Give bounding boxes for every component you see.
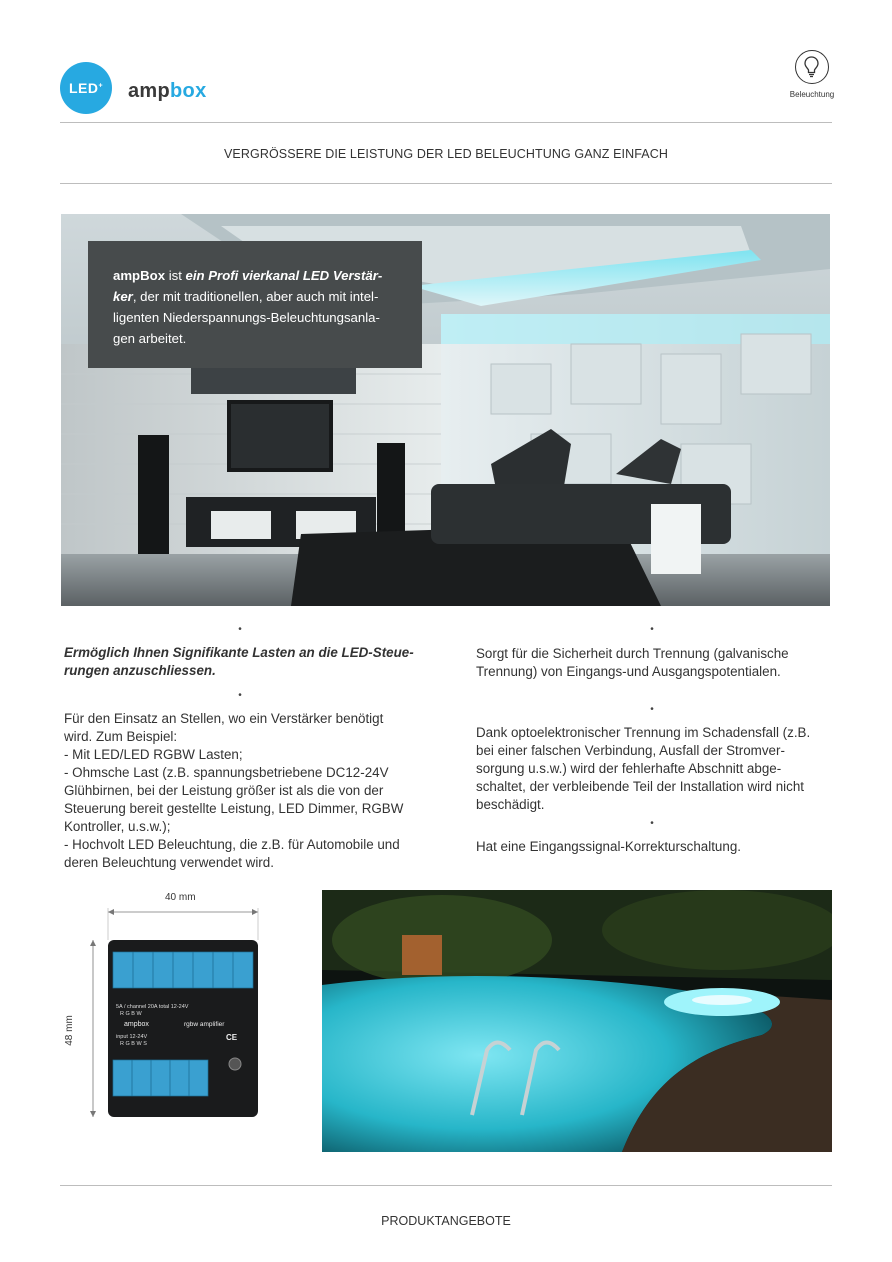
tagline-divider bbox=[60, 183, 832, 184]
pool-night-photo bbox=[322, 890, 832, 1152]
device-dimension-diagram bbox=[63, 892, 280, 1125]
led-plus-logo bbox=[60, 62, 112, 114]
lightbulb-icon bbox=[795, 50, 829, 84]
category-label: Beleuchtung bbox=[789, 90, 835, 99]
lead-paragraph: Ermöglich Ihnen Signifikante Lasten an die LED-Steue- rungen anzuschliessen. bbox=[64, 645, 414, 678]
width-dimension-label: 40 mm bbox=[165, 892, 196, 903]
ce-mark: CE bbox=[226, 1033, 238, 1042]
device-model-text: rgbw amplifier bbox=[184, 1021, 225, 1028]
usage-paragraph: Für den Einsatz an Stellen, wo ein Verstärker benötigt wird. Zum Beispiel: - Mit LED/LED RGBW Lasten; - Ohmsche Last (z.B. spannungsbetriebene DC12-24V Glühbirnen, bei der Leistung größer ist als die von der Steuerung bereit gestellte Leistung, LED Dimmer, RGBW Kontroller, u.s.w.); - Hochvolt LED Beleuchtung, die z.B. für Automobile und deren Beleuchtung verwendet wird. bbox=[64, 711, 404, 870]
footer-title: PRODUKTANGEBOTE bbox=[381, 1214, 511, 1228]
opto-isolation-paragraph: Dank optoelektronischer Trennung im Schadensfall (z.B. bei einer falschen Verbindung, Ausfall der Stromver- sorgung u.s.w.) wird der fehlerhafte Abschnitt abge- schaltet, der verbleibende Teil der Installation wird nicht beschädigt. bbox=[476, 725, 811, 812]
device-input-text: input 12-24V bbox=[116, 1034, 148, 1040]
bullet-dot: • bbox=[650, 624, 654, 635]
device-brand-text: ampbox bbox=[124, 1021, 149, 1028]
bullet-dot: • bbox=[650, 704, 654, 715]
device-input-pins: R G B W S bbox=[120, 1041, 147, 1047]
page-tagline: VERGRÖSSERE DIE LEISTUNG DER LED BELEUCHTUNG GANZ EINFACH bbox=[224, 147, 668, 161]
footer-divider bbox=[60, 1185, 832, 1186]
height-dimension-label: 48 mm bbox=[63, 1015, 75, 1046]
correction-paragraph: Hat eine Eingangssignal-Korrekturschaltung. bbox=[476, 839, 741, 854]
safety-paragraph: Sorgt für die Sicherheit durch Trennung (galvanische Trennung) von Eingangs-und Ausgangspotentialen. bbox=[476, 646, 789, 679]
device-rating-text: 5A / channel 20A total 12-24V bbox=[116, 1004, 189, 1010]
intro-overlay: ampBox ist ein Profi vierkanal LED Verstär- ker, der mit traditionellen, aber auch mit intel- ligenten Niederspannungs-Beleuchtungsanla- gen arbeitet. bbox=[88, 241, 422, 368]
bullet-dot: • bbox=[238, 624, 242, 635]
bullet-dot: • bbox=[650, 818, 654, 829]
device-output-pins: R G B W bbox=[120, 1011, 142, 1017]
header-divider bbox=[60, 122, 832, 123]
bullet-dot: • bbox=[238, 690, 242, 701]
logo-text: LED+ bbox=[68, 80, 104, 96]
brand-wordmark: ampbox bbox=[128, 80, 207, 102]
